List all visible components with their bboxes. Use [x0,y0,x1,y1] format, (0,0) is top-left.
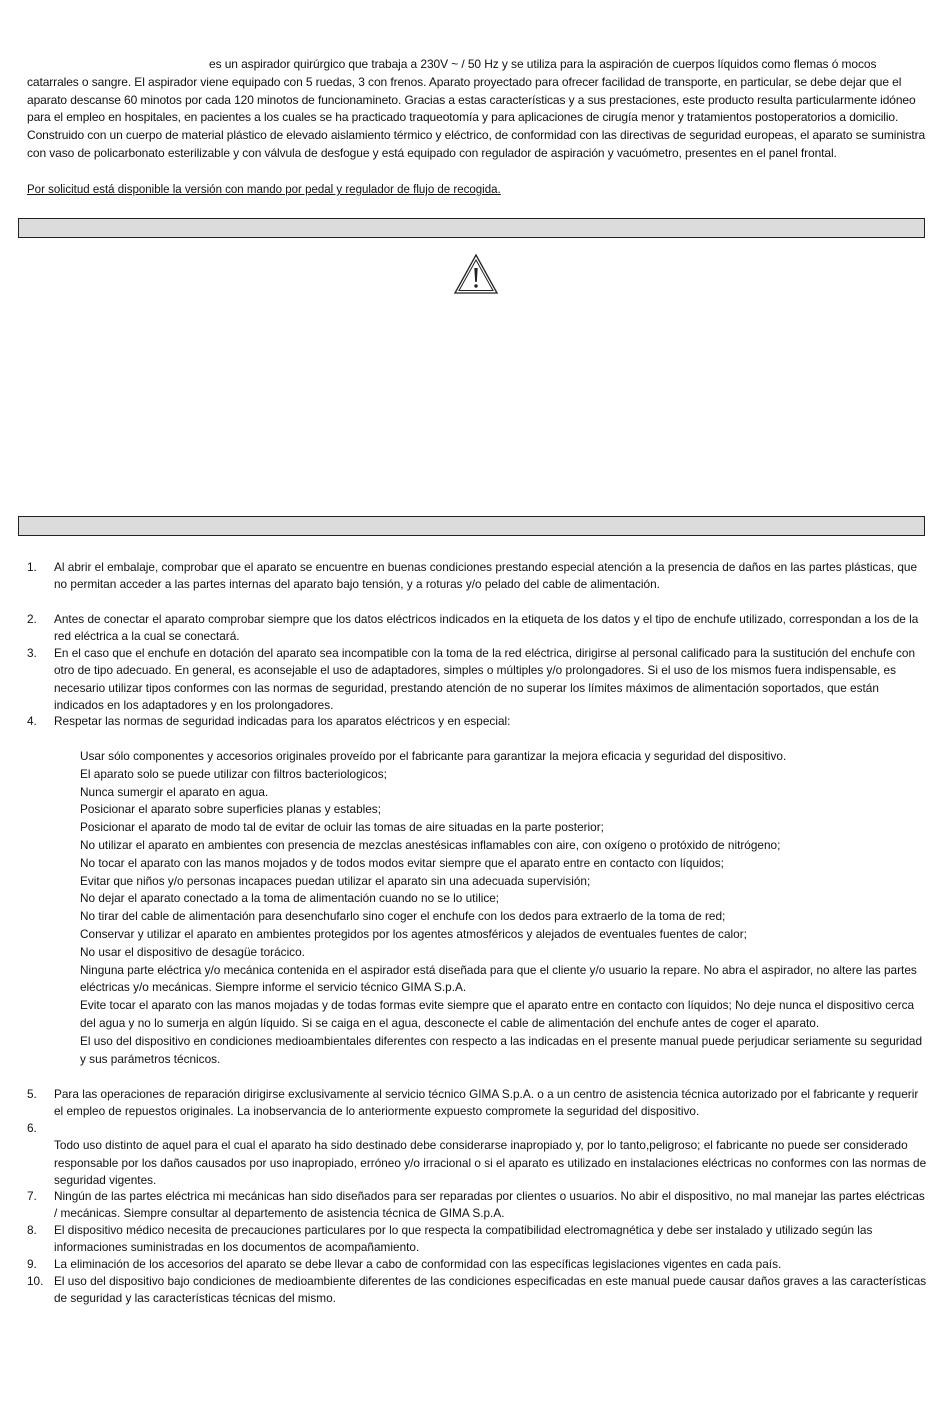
list-item [27,713,927,730]
list-item-number: 1. [27,560,37,574]
list-item-text: Para las operaciones de reparación dirigirse exclusivamente al servicio técnico GIMA S.p.A. o a un centro de asistencia técnica autorizado por el fabricante y requerir el empleo de repuestos originales. La inobservancia de lo anteriormente expuesto compromete la seguridad del dispositivo. [54,1087,919,1119]
list-item-text: Respetar las normas de seguridad indicadas para los aparatos eléctricos y en especial: [54,714,511,728]
list-item [27,559,927,594]
list-item-number: 9. [27,1257,37,1271]
list-item [27,1086,927,1121]
sub-list-item: Conservar y utilizar el aparato en ambientes protegidos por los agentes atmosféricos y alejados de eventuales fuentes de calor; [80,926,747,941]
list-item-text: El dispositivo médico necesita de precauciones particulares por lo que respecta la compatibilidad electromagnética y debe ser instalado y utilizado según las informaciones suministradas en los documentos de acompañamiento. [54,1223,873,1255]
list-item-text: Al abrir el embalaje, comprobar que el aparato se encuentre en buenas condiciones prestando especial atención a la presencia de daños en las partes plásticas, que no permitan acceder a las partes internas del aparato bajo tensión, y a roturas y/o pelado del cable de alimentación. [54,560,918,592]
list-item-number: 5. [27,1087,37,1101]
list-item [27,1120,927,1190]
list-item-text: El uso del dispositivo bajo condiciones de medioambiente diferentes de las condiciones especificadas en este manual puede causar daños graves a las características de seguridad y las características técnicas del mismo. [54,1274,927,1306]
sub-list-item: Ninguna parte eléctrica y/o mecánica contenida en el aspirador está diseñada para que el cliente y/o usuario la repare. No abra el aspirador, no altere las partes eléctricas y/o mecánicas. Siempre informe el servicio técnico GIMA S.p.A. [80,962,917,995]
list-item-number: 3. [27,646,37,660]
sub-list-item: No utilizar el aparato en ambientes con presencia de mezclas anestésicas inflamables con aire, con oxígeno o protóxido de nitrógeno; [80,837,781,852]
list-item-text: Antes de conectar el aparato comprobar siempre que los datos eléctricos indicados en la etiqueta de los datos y el tipo de enchufe utilizado, correspondan a los de la red eléctrica a la cual se conectará. [54,612,919,644]
list-item [27,1188,927,1223]
sub-list-item: El aparato solo se puede utilizar con filtros bacteriologicos; [80,766,387,781]
sub-list-item: Evite tocar el aparato con las manos mojadas y de todas formas evite siempre que el aparato entre en contacto con líquidos; No deje nunca el dispositivo cerca del agua y no lo sumerja en algún líquido. Si se caiga en el agua, desconecte el cable de alimentación del enchufe antes de coger el aparato. [80,998,915,1030]
sub-list-item: Nunca sumergir el aparato en agua. [80,784,269,799]
list-item [27,611,927,646]
sub-list-item: Posicionar el aparato de modo tal de evitar de ocluir las tomas de aire situadas en la parte posterior; [80,820,604,835]
list-item [27,1273,927,1308]
sub-list-item: No dejar el aparato conectado a la toma de alimentación cuando no se lo utilice; [80,891,500,906]
list-item-number: 4. [27,714,37,728]
list-item [27,1222,927,1257]
sub-list-item: No usar el dispositivo de desagüe torácico. [80,944,305,959]
sub-list-item: No tirar del cable de alimentación para desenchufarlo sino coger el enchufe con los dedos para extraerlo de la toma de red; [80,909,726,924]
list-item-number: 8. [27,1223,37,1237]
sub-list-item: No tocar el aparato con las manos mojados y de todos modos evitar siempre que el aparato entre en contacto con líquidos; [80,855,724,870]
sub-list-item: El uso del dispositivo en condiciones medioambientales diferentes con respecto a las indicadas en el presente manual puede perjudicar seriamente su seguridad y sus parámetros técnicos. [80,1033,923,1066]
list-item [27,1256,927,1273]
section-header-bar-warnings [18,218,925,238]
warning-triangle-icon [453,253,499,295]
list-item-text: Ningún de las partes eléctrica mi mecánicas han sido diseñados para ser reparadas por clientes o usuarios. No abir el dispositivo, no mal manejar las partes eléctricas / mecánicas. Siempre consultar al departemento de asistencia técnica de GIMA S.p.A. [54,1189,925,1221]
list-item-number: 10. [27,1274,44,1288]
list-item-number: 2. [27,612,37,626]
sub-list-item: Posicionar el aparato sobre superficies planas y estables; [80,802,381,817]
list-item-text: Todo uso distinto de aquel para el cual el aparato ha sido destinado debe considerarse inapropiado y, por lo tanto,peligroso; el fabricante no puede ser considerado responsable por los daños causados por uso inapropiado, erróneo y/o irracional o si el aparato es utilizado en instalaciones eléctricas no conformes con las normas de seguridad vigentes. [54,1138,927,1188]
intro-paragraph: es un aspirador quirúrgico que trabaja a 230V ~ / 50 Hz y se utiliza para la aspiración de cuerpos líquidos como flemas ó mocos catarrales o sangre. El aspirador viene equipado con 5 ruedas, 3 con frenos. Aparato proyectado para ofrecer facilidad de transporte, en particular, se debe dejar que el aparato descanse 60 minotos por cada 120 minotos de funcionamineto. Gracias a estas características y a sus prestaciones, este producto resulta particularmente idóneo para el empleo en hospitales, en pacientes a los cuales se ha practicado traqueotomía y para aplicaciones de cirugía menor y tratamientos postoperatorios a domicilio. Construido con un cuerpo de material plástico de elevado aislamiento térmico y eléctrico, de conformidad con las directivas de seguridad europeas, el aparato se suministra con vaso de policarbonato esterilizable y con válvula de desfogue y está equipado con regulador de aspiración y vacuómetro, presentes en el panel frontal. [27,57,926,160]
sub-list-item: Usar sólo componentes y accesorios originales proveído por el fabricante para garantizar la mejora eficacia y seguridad del dispositivo. [80,749,787,763]
list-item-number: 7. [27,1189,37,1203]
section-header-bar-precautions [18,516,925,536]
list-item [27,645,927,715]
list-item-text: La eliminación de los accesorios del aparato se debe llevar a cabo de conformidad con las específicas legislaciones vigentes en cada país. [54,1257,782,1271]
list-item-number: 6. [27,1121,37,1135]
intro-note: Por solicitud está disponible la versión con mando por pedal y regulador de flujo de recogida. [27,184,501,196]
sub-list-item: Evitar que niños y/o personas incapaces puedan utilizar el aparato sin una adecuada supervisión; [80,873,591,888]
sub-list [80,748,925,1068]
list-item-text: En el caso que el enchufe en dotación del aparato sea incompatible con la toma de la red eléctrica, dirigirse al personal calificado para la sustitución del enchufe con otro de tipo adecuado. En general, es aconsejable el uso de adaptadores, simples o múltiples y/o prolongadores. Si el uso de los mismos fuera indispensable, es necesario utilizar tipos conformes con las normas de seguridad, prestando atención de no superar los límites máximos de alimentación soportados, que están indicados en los adaptadores y en los prolongadores. [54,646,916,713]
